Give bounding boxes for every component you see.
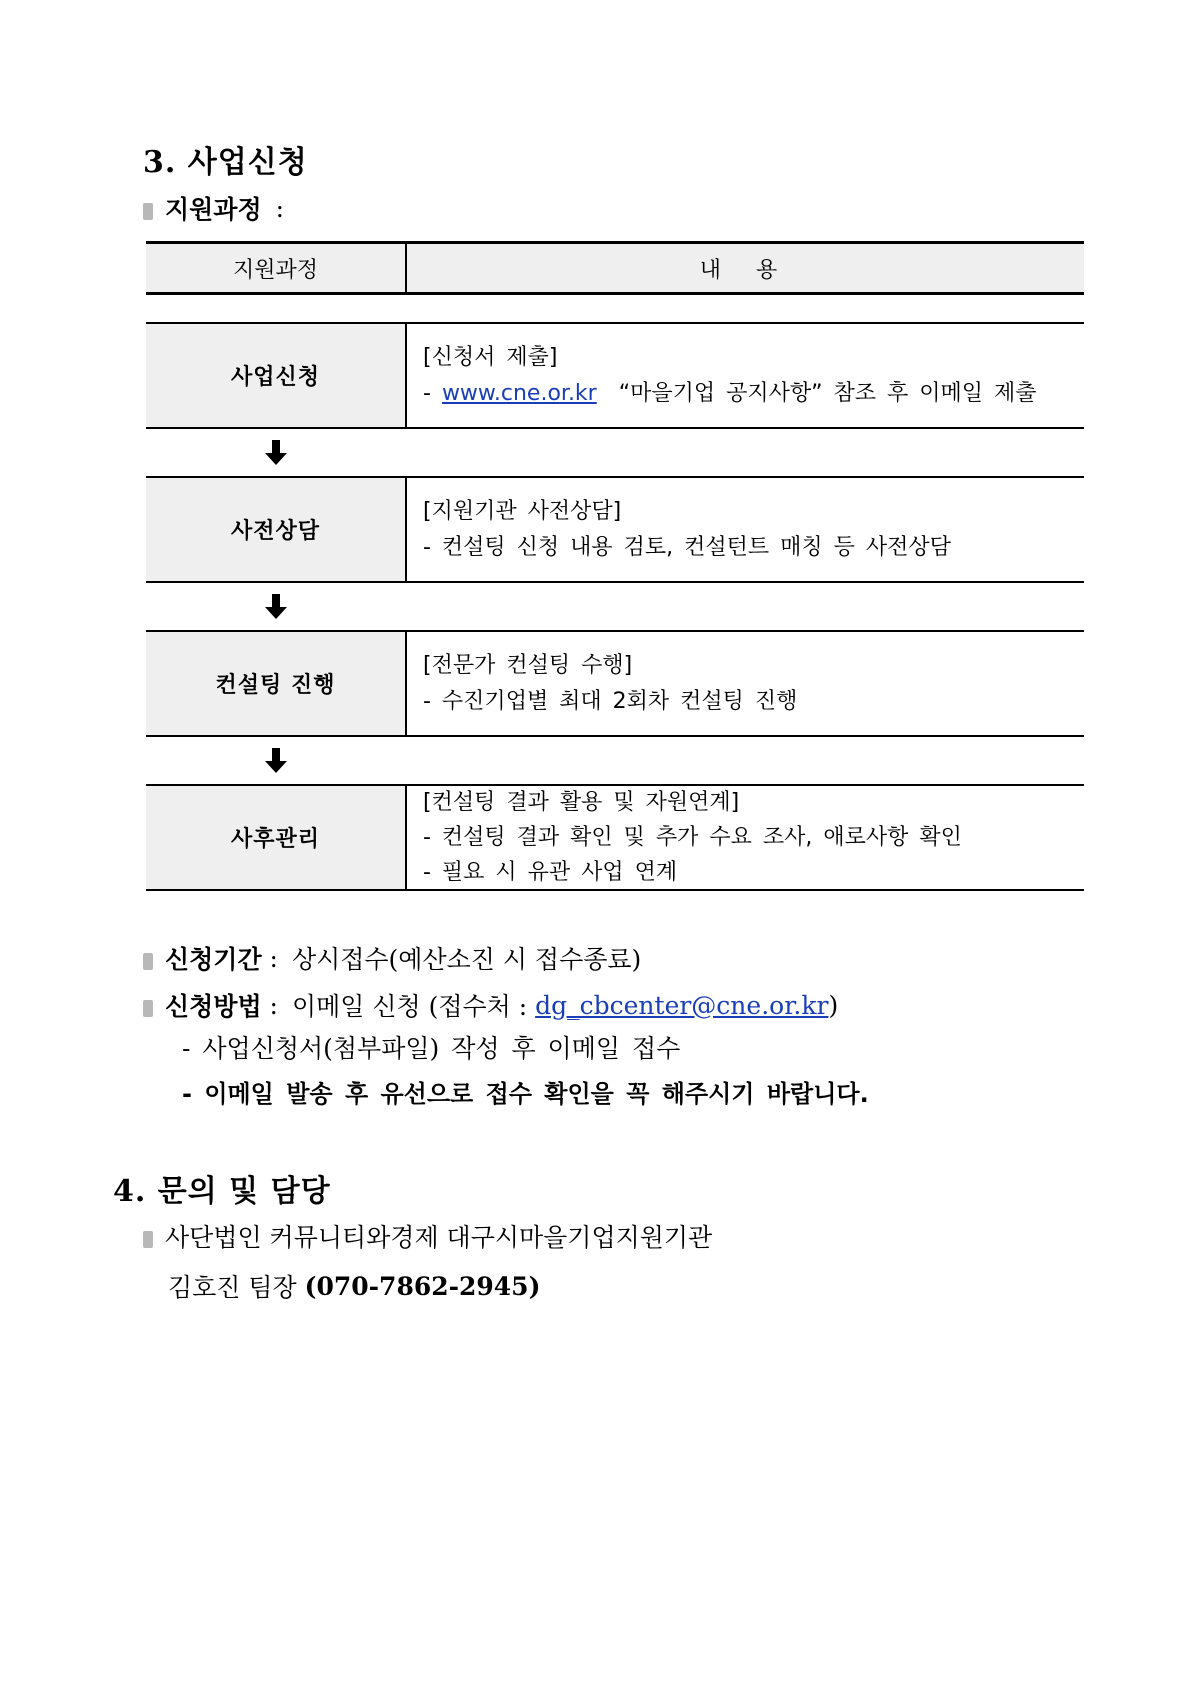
bullet-square-icon <box>143 953 153 970</box>
contact-person <box>168 1268 540 1304</box>
step-label: 컨설팅 진행 <box>146 632 407 735</box>
header-col-process: 지원과정 <box>146 244 407 292</box>
step-content-line: - 필요 시 유관 사업 연계 <box>423 860 678 885</box>
section-4-title: 4. 문의 및 담당 <box>113 1174 331 1209</box>
process-step-consulting <box>146 630 1084 737</box>
step-content-line <box>423 376 1076 412</box>
step-content-line: [신청서 제출] <box>423 344 558 370</box>
step-content-line: - 컨설팅 결과 확인 및 추가 수요 조사, 애로사항 확인 <box>423 825 962 850</box>
process-table-header <box>146 241 1084 295</box>
process-step-apply <box>146 322 1084 429</box>
apply-method-note-2: - 이메일 발송 후 유선으로 접수 확인을 꼭 해주시기 바랍니다. <box>182 1080 869 1108</box>
dash-prefix: - <box>423 380 442 406</box>
process-heading <box>143 190 284 226</box>
process-label: 지원과정 <box>165 195 262 224</box>
arrow-down-icon <box>264 748 288 774</box>
bullet-square-icon <box>143 203 153 220</box>
cne-website-link[interactable]: www.cne.or.kr <box>441 380 597 406</box>
step-content-line: [지원기관 사전상담] <box>423 498 622 524</box>
contact-name: 김호진 팀장 <box>168 1273 305 1302</box>
contact-email-link[interactable]: dg_cbcenter@cne.or.kr <box>535 990 829 1020</box>
step-content <box>423 478 1076 581</box>
apply-period <box>143 940 641 976</box>
step-content-line: - 수진기업별 최대 2회차 컨설팅 진행 <box>423 688 798 714</box>
arrow-down-icon <box>264 440 288 466</box>
apply-method-suffix: ) <box>828 990 839 1020</box>
apply-period-colon: : <box>261 943 286 973</box>
process-colon: : <box>275 193 285 223</box>
step-content-line: [전문가 컨설팅 수행] <box>423 652 633 678</box>
header-col-content: 내 용 <box>699 257 792 283</box>
bullet-square-icon <box>143 1000 153 1017</box>
contact-phone: (070-7862-2945) <box>304 1271 541 1301</box>
apply-period-value: 상시접수(예산소진 시 접수종료) <box>291 945 642 974</box>
step-content-line: - 컨설팅 신청 내용 검토, 컨설턴트 매칭 등 사전상담 <box>423 534 951 560</box>
process-step-preconsult <box>146 476 1084 583</box>
step-content-line: [컨설팅 결과 활용 및 자원연계] <box>423 790 740 815</box>
step-content <box>423 786 1076 889</box>
contact-org-name: 사단법인 커뮤니티와경제 대구시마을기업지원기관 <box>165 1223 713 1252</box>
arrow-down-icon <box>264 594 288 620</box>
apply-method-note-1: - 사업신청서(첨부파일) 작성 후 이메일 접수 <box>182 1034 681 1063</box>
process-step-followup <box>146 784 1084 891</box>
section-3-title: 3. 사업신청 <box>143 145 308 180</box>
step-label: 사후관리 <box>146 786 407 889</box>
apply-method-colon: : <box>261 990 286 1020</box>
apply-method-value: 이메일 신청 (접수처 : <box>291 992 536 1021</box>
step-label: 사업신청 <box>146 324 407 427</box>
step-label: 사전상담 <box>146 478 407 581</box>
apply-method <box>143 987 838 1023</box>
bullet-square-icon <box>143 1231 153 1248</box>
step-content-rest: “마을기업 공지사항” 참조 후 이메일 제출 <box>596 380 1037 406</box>
contact-org <box>143 1218 712 1254</box>
apply-period-label: 신청기간 <box>165 945 262 974</box>
step-content <box>423 632 1076 735</box>
step-content <box>423 324 1076 427</box>
apply-method-label: 신청방법 <box>165 992 262 1021</box>
